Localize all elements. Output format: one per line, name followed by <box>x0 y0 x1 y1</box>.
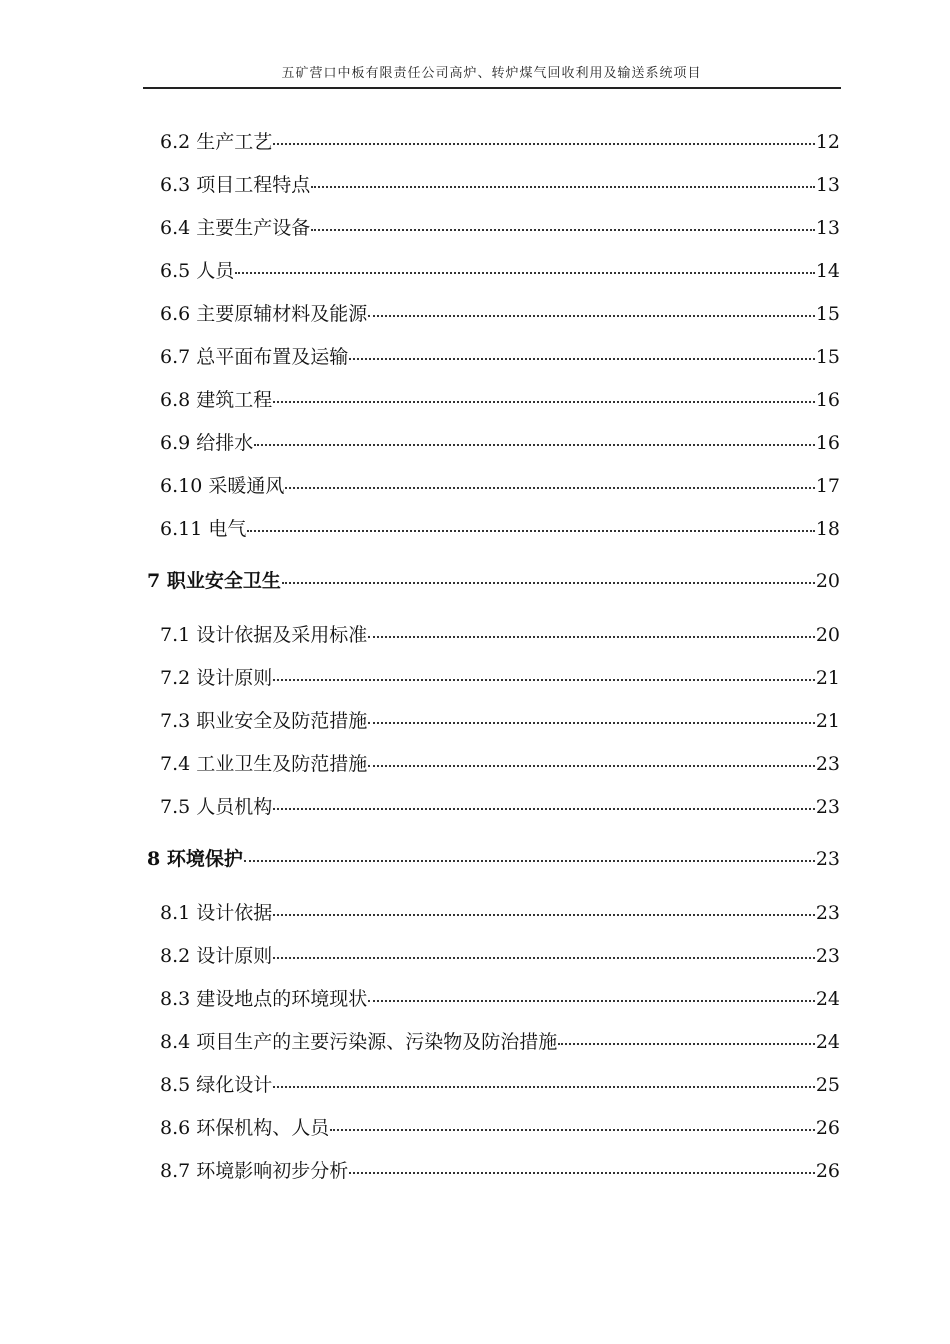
toc-page-number: 24 <box>815 1031 840 1053</box>
toc-page-number: 15 <box>815 346 840 368</box>
toc-section-entry[interactable] <box>160 1159 840 1183</box>
toc-entry-title: 6.8 建筑工程 <box>160 389 273 411</box>
toc-section-entry[interactable] <box>160 752 840 776</box>
toc-entry-title: 8.1 设计依据 <box>160 902 273 924</box>
toc-section-entry[interactable] <box>160 987 840 1011</box>
toc-entry-title: 6.5 人员 <box>160 260 235 282</box>
toc-dot-leader <box>282 582 815 584</box>
toc-section-entry[interactable] <box>160 388 840 412</box>
toc-dot-leader <box>273 808 815 810</box>
page-header: 五矿营口中板有限责任公司高炉、转炉煤气回收利用及输送系统项目 <box>281 66 702 81</box>
toc-section-entry[interactable] <box>160 345 840 369</box>
toc-entry-title: 6.6 主要原辅材料及能源 <box>160 303 368 325</box>
toc-dot-leader <box>273 401 815 403</box>
toc-page-number: 15 <box>815 303 840 325</box>
toc-entry-title: 6.3 项目工程特点 <box>160 174 311 196</box>
toc-page-number: 16 <box>815 389 840 411</box>
toc-entry-title: 6.11 电气 <box>160 518 247 540</box>
toc-entry-title: 7.4 工业卫生及防范措施 <box>160 753 368 775</box>
toc-section-entry[interactable] <box>160 259 840 283</box>
toc-entry-title: 7.2 设计原则 <box>160 667 273 689</box>
toc-dot-leader <box>558 1043 815 1045</box>
toc-section-entry[interactable] <box>160 1116 840 1140</box>
toc-dot-leader <box>244 860 815 862</box>
toc-page-number: 17 <box>815 475 840 497</box>
toc-dot-leader <box>285 487 814 489</box>
toc-page-number: 21 <box>815 667 840 689</box>
toc-entry-title: 8.2 设计原则 <box>160 945 273 967</box>
toc-section-entry[interactable] <box>160 795 840 819</box>
toc-entry-title: 6.10 采暖通风 <box>160 475 285 497</box>
toc-dot-leader <box>254 444 815 446</box>
toc-dot-leader <box>368 722 815 724</box>
toc-entry-title: 8.4 项目生产的主要污染源、污染物及防治措施 <box>160 1031 558 1053</box>
toc-section-entry[interactable] <box>160 666 840 690</box>
toc-page-number: 23 <box>815 902 840 924</box>
toc-dot-leader <box>368 636 815 638</box>
toc-dot-leader <box>368 1000 815 1002</box>
toc-chapter-entry[interactable] <box>147 569 840 593</box>
toc-section-entry[interactable] <box>160 1073 840 1097</box>
toc-section-entry[interactable] <box>160 431 840 455</box>
toc-page-number: 24 <box>815 988 840 1010</box>
toc-entry-title: 8 环境保护 <box>147 848 243 870</box>
toc-page-number: 23 <box>815 945 840 967</box>
toc-page-number: 18 <box>815 518 840 540</box>
toc-page-number: 26 <box>815 1117 840 1139</box>
toc-entry-title: 8.7 环境影响初步分析 <box>160 1160 349 1182</box>
toc-page-number: 23 <box>815 848 840 870</box>
toc-page-number: 21 <box>815 710 840 732</box>
toc-page-number: 26 <box>815 1160 840 1182</box>
toc-page-number: 16 <box>815 432 840 454</box>
toc-page-number: 13 <box>815 174 840 196</box>
toc-entry-title: 8.5 绿化设计 <box>160 1074 273 1096</box>
toc-dot-leader <box>311 186 815 188</box>
toc-entry-title: 6.4 主要生产设备 <box>160 217 311 239</box>
toc-section-entry[interactable] <box>160 474 840 498</box>
toc-dot-leader <box>273 679 815 681</box>
toc-entry-title: 6.9 给排水 <box>160 432 254 454</box>
toc-section-entry[interactable] <box>160 709 840 733</box>
toc-section-entry[interactable] <box>160 517 840 541</box>
toc-entry-title: 7.1 设计依据及采用标准 <box>160 624 368 646</box>
toc-dot-leader <box>349 358 815 360</box>
toc-section-entry[interactable] <box>160 944 840 968</box>
toc-dot-leader <box>273 1086 815 1088</box>
toc-section-entry[interactable] <box>160 1030 840 1054</box>
toc-section-entry[interactable] <box>160 130 840 154</box>
toc-page-number: 23 <box>815 753 840 775</box>
toc-section-entry[interactable] <box>160 216 840 240</box>
toc-entry-title: 8.6 环保机构、人员 <box>160 1117 330 1139</box>
toc-entry-title: 8.3 建设地点的环境现状 <box>160 988 368 1010</box>
toc-section-entry[interactable] <box>160 901 840 925</box>
toc-entry-title: 7 职业安全卫生 <box>147 570 281 592</box>
toc-entry-title: 7.3 职业安全及防范措施 <box>160 710 368 732</box>
toc-page-number: 23 <box>815 796 840 818</box>
toc-section-entry[interactable] <box>160 302 840 326</box>
toc-section-entry[interactable] <box>160 623 840 647</box>
toc-entry-title: 6.7 总平面布置及运输 <box>160 346 349 368</box>
toc-section-entry[interactable] <box>160 173 840 197</box>
toc-dot-leader <box>273 914 815 916</box>
toc-entry-title: 6.2 生产工艺 <box>160 131 273 153</box>
toc-page-number: 13 <box>815 217 840 239</box>
toc-dot-leader <box>273 143 815 145</box>
toc-page-number: 25 <box>815 1074 840 1096</box>
toc-page-number: 20 <box>815 624 840 646</box>
toc-dot-leader <box>311 229 815 231</box>
toc-page-number: 12 <box>815 131 840 153</box>
toc-dot-leader <box>368 765 815 767</box>
toc-dot-leader <box>349 1172 815 1174</box>
toc-dot-leader <box>247 530 814 532</box>
toc-dot-leader <box>273 957 815 959</box>
toc-dot-leader <box>330 1129 815 1131</box>
toc-page-number: 20 <box>815 570 840 592</box>
toc-page-number: 14 <box>815 260 840 282</box>
toc-dot-leader <box>368 315 815 317</box>
toc-chapter-entry[interactable] <box>147 847 840 871</box>
toc-dot-leader <box>235 272 815 274</box>
toc-entry-title: 7.5 人员机构 <box>160 796 273 818</box>
